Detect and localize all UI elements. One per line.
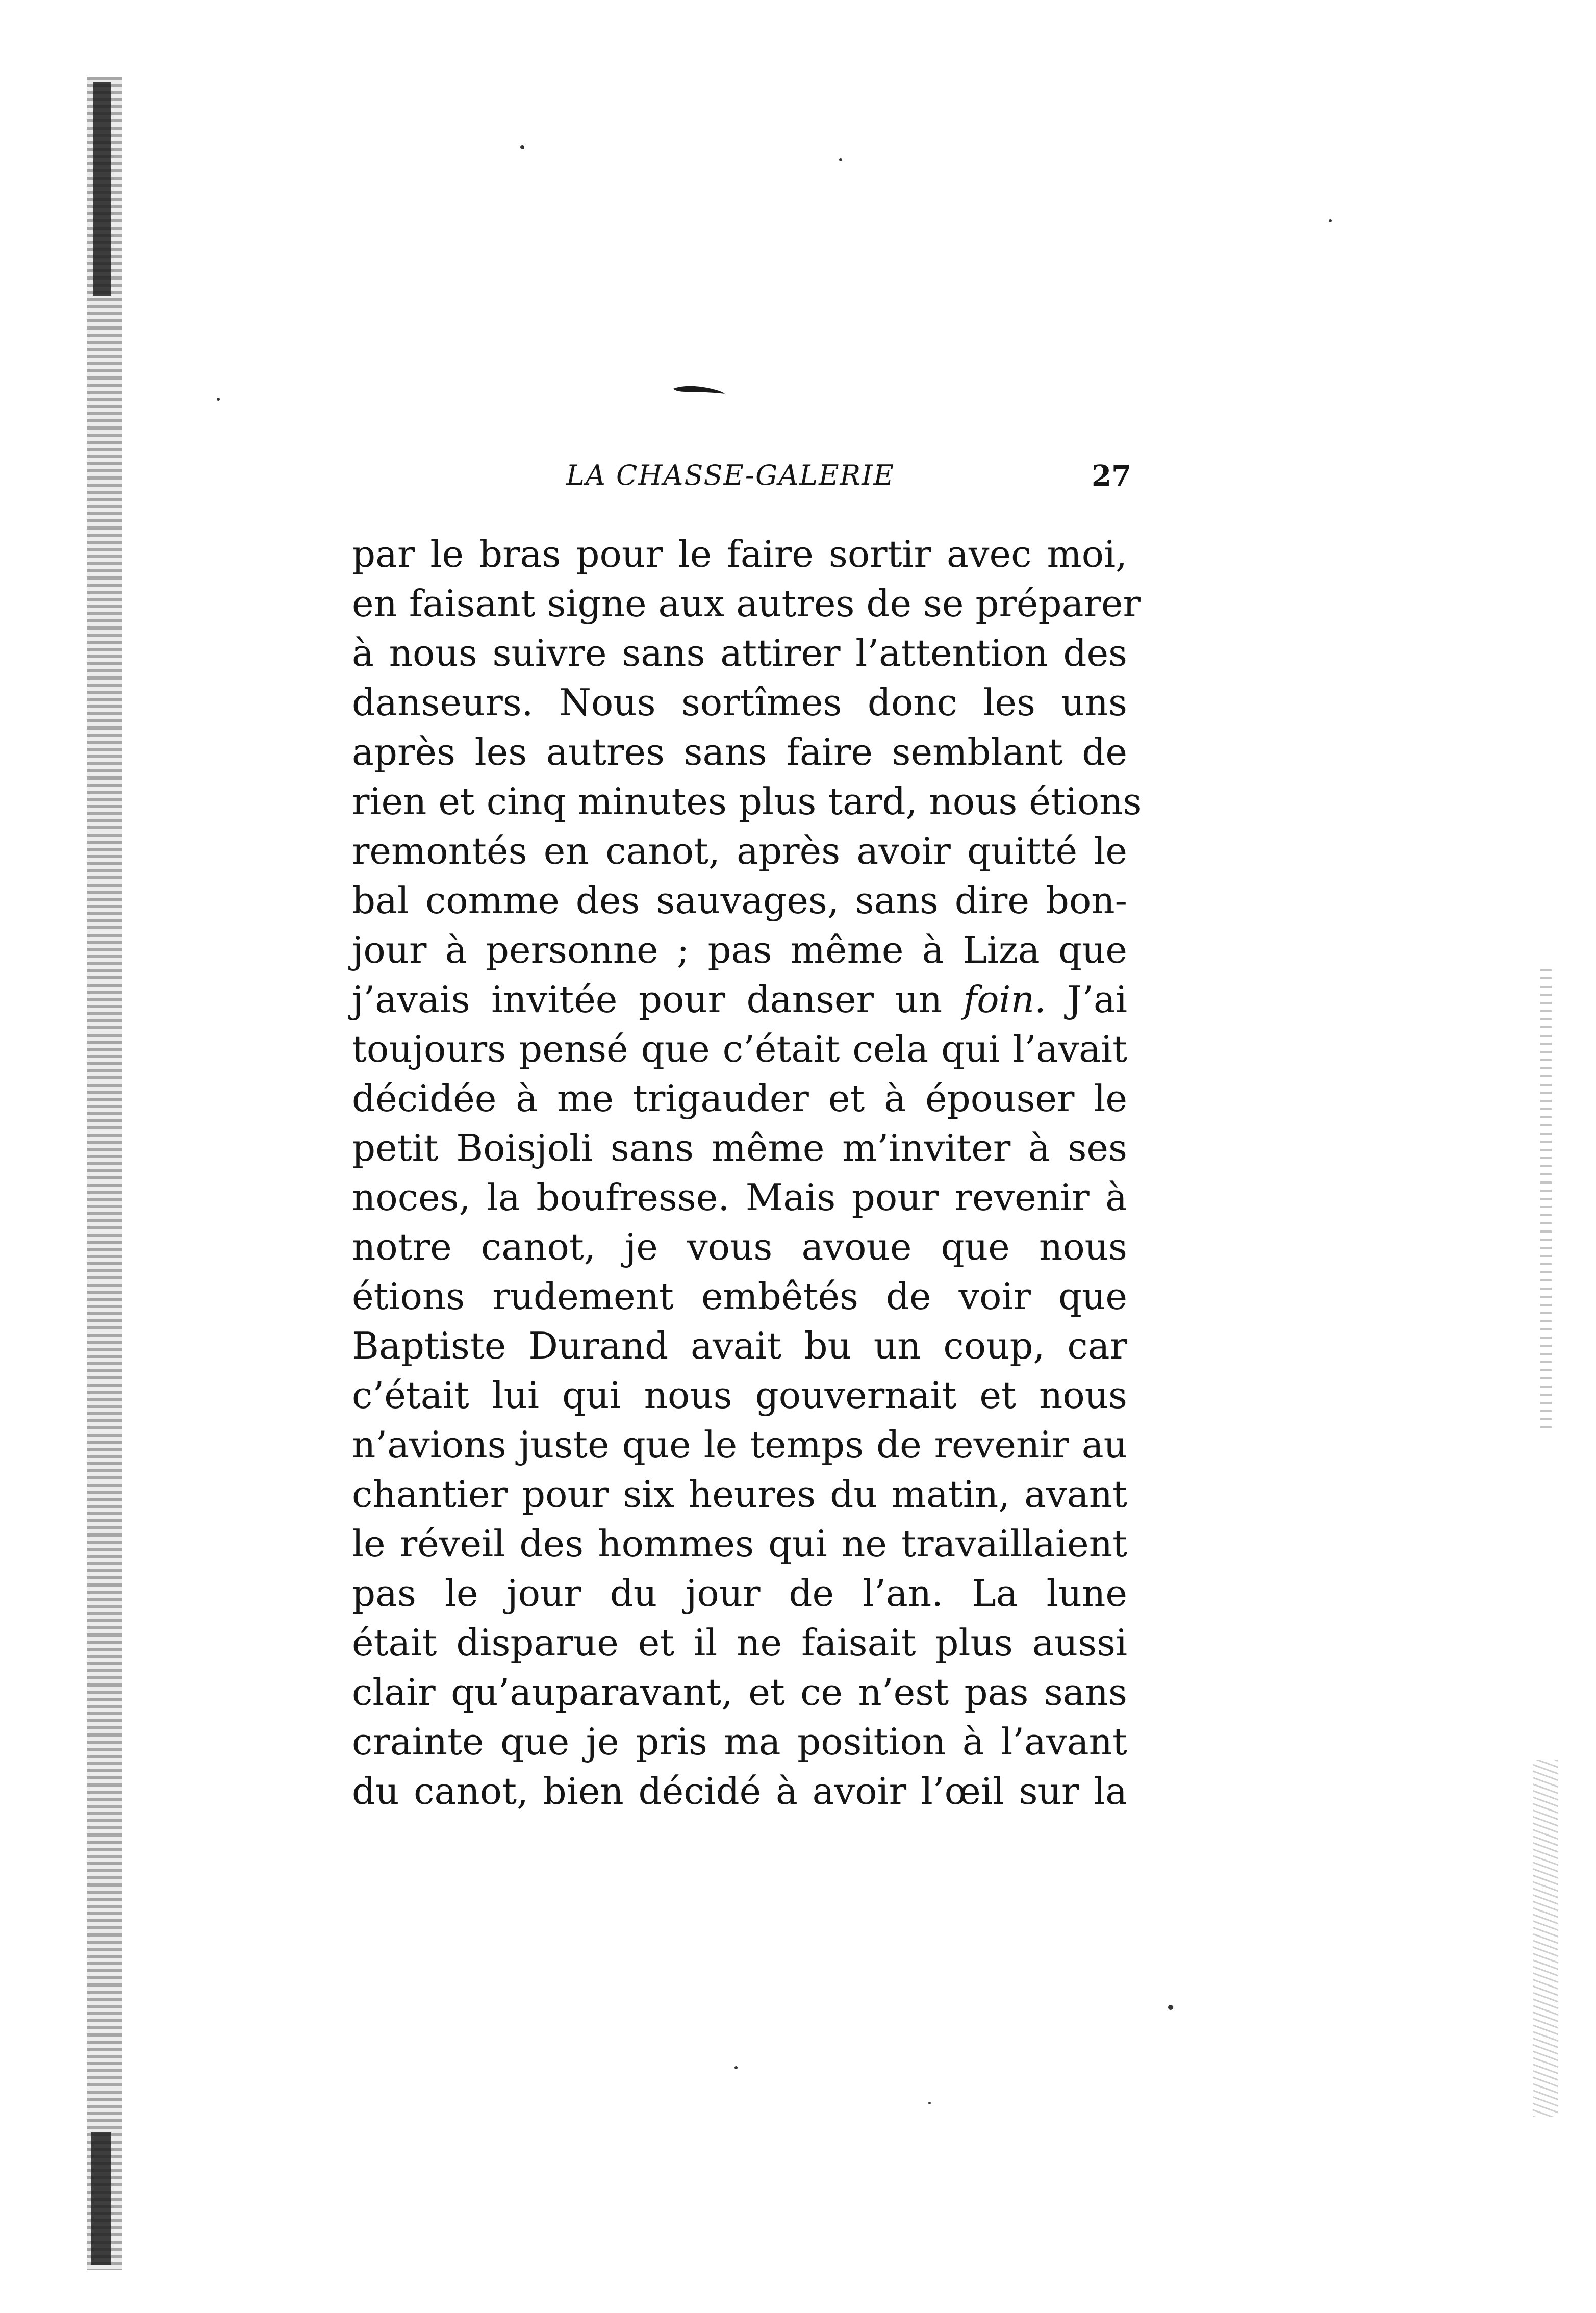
paper-speck: [734, 2066, 738, 2069]
text-line: remontés en canot, après avoir quitté le: [352, 829, 1127, 872]
binding-shadow-right: [1540, 969, 1552, 1428]
text-line: par le bras pour le faire sortir avec moi,: [352, 533, 1127, 575]
binding-shadow-right-bottom: [1533, 1760, 1558, 2117]
page-number: 27: [1092, 459, 1131, 493]
paper-speck: [1329, 219, 1332, 222]
text-line: décidée à me trigauder et à épouser le: [352, 1077, 1127, 1120]
text-line: étions rudement embêtés de voir que: [352, 1275, 1127, 1318]
text-line: c’était lui qui nous gouvernait et nous: [352, 1374, 1127, 1417]
running-title: LA CHASSE-GALERIE: [566, 459, 895, 491]
ornament-dash: [671, 382, 727, 397]
text-line: crainte que je pris ma position à l’avant: [352, 1720, 1127, 1763]
body-text: [352, 530, 1142, 1816]
text-line: Baptiste Durand avait bu un coup, car: [352, 1324, 1127, 1367]
text-line: du canot, bien décidé à avoir l’œil sur la: [352, 1770, 1127, 1813]
paper-speck: [1168, 2005, 1173, 2010]
binding-shadow-left-top: [93, 82, 111, 296]
paper-speck: [520, 145, 524, 149]
text-line: en faisant signe aux autres de se préparer: [352, 582, 1141, 625]
text-line: jour à personne ; pas même à Liza que: [352, 928, 1127, 971]
text-line: toujours pensé que c’était cela qui l’avait: [352, 1027, 1127, 1070]
text-line: pas le jour du jour de l’an. La lune: [352, 1572, 1127, 1615]
text-line: après les autres sans faire semblant de: [352, 731, 1127, 773]
text-line: j’avais invitée pour danser un foin. J’ai: [352, 978, 1127, 1021]
text-line: danseurs. Nous sortîmes donc les uns: [352, 681, 1127, 724]
text-line: chantier pour six heures du matin, avant: [352, 1473, 1127, 1516]
text-line: n’avions juste que le temps de revenir au: [352, 1423, 1127, 1466]
text-line: notre canot, je vous avoue que nous: [352, 1225, 1127, 1268]
text-line: petit Boisjoli sans même m’inviter à ses: [352, 1126, 1127, 1169]
text-line: à nous suivre sans attirer l’attention des: [352, 632, 1127, 674]
text-line: le réveil des hommes qui ne travaillaient: [352, 1522, 1127, 1565]
running-head: [566, 459, 1131, 500]
italic-word: foin.: [963, 978, 1046, 1021]
text-line: était disparue et il ne faisait plus aussi: [352, 1621, 1127, 1664]
paper-speck: [217, 398, 220, 401]
binding-shadow-left-bottom: [91, 2132, 111, 2265]
binding-shadow-left: [87, 77, 122, 2270]
paper-speck: [839, 158, 842, 161]
text-line: noces, la boufresse. Mais pour revenir à: [352, 1176, 1127, 1219]
text-line: rien et cinq minutes plus tard, nous étions: [352, 780, 1142, 823]
text-line: clair qu’auparavant, et ce n’est pas sans: [352, 1671, 1127, 1714]
text-line: bal comme des sauvages, sans dire bon-: [352, 879, 1127, 922]
paper-speck: [928, 2102, 931, 2104]
